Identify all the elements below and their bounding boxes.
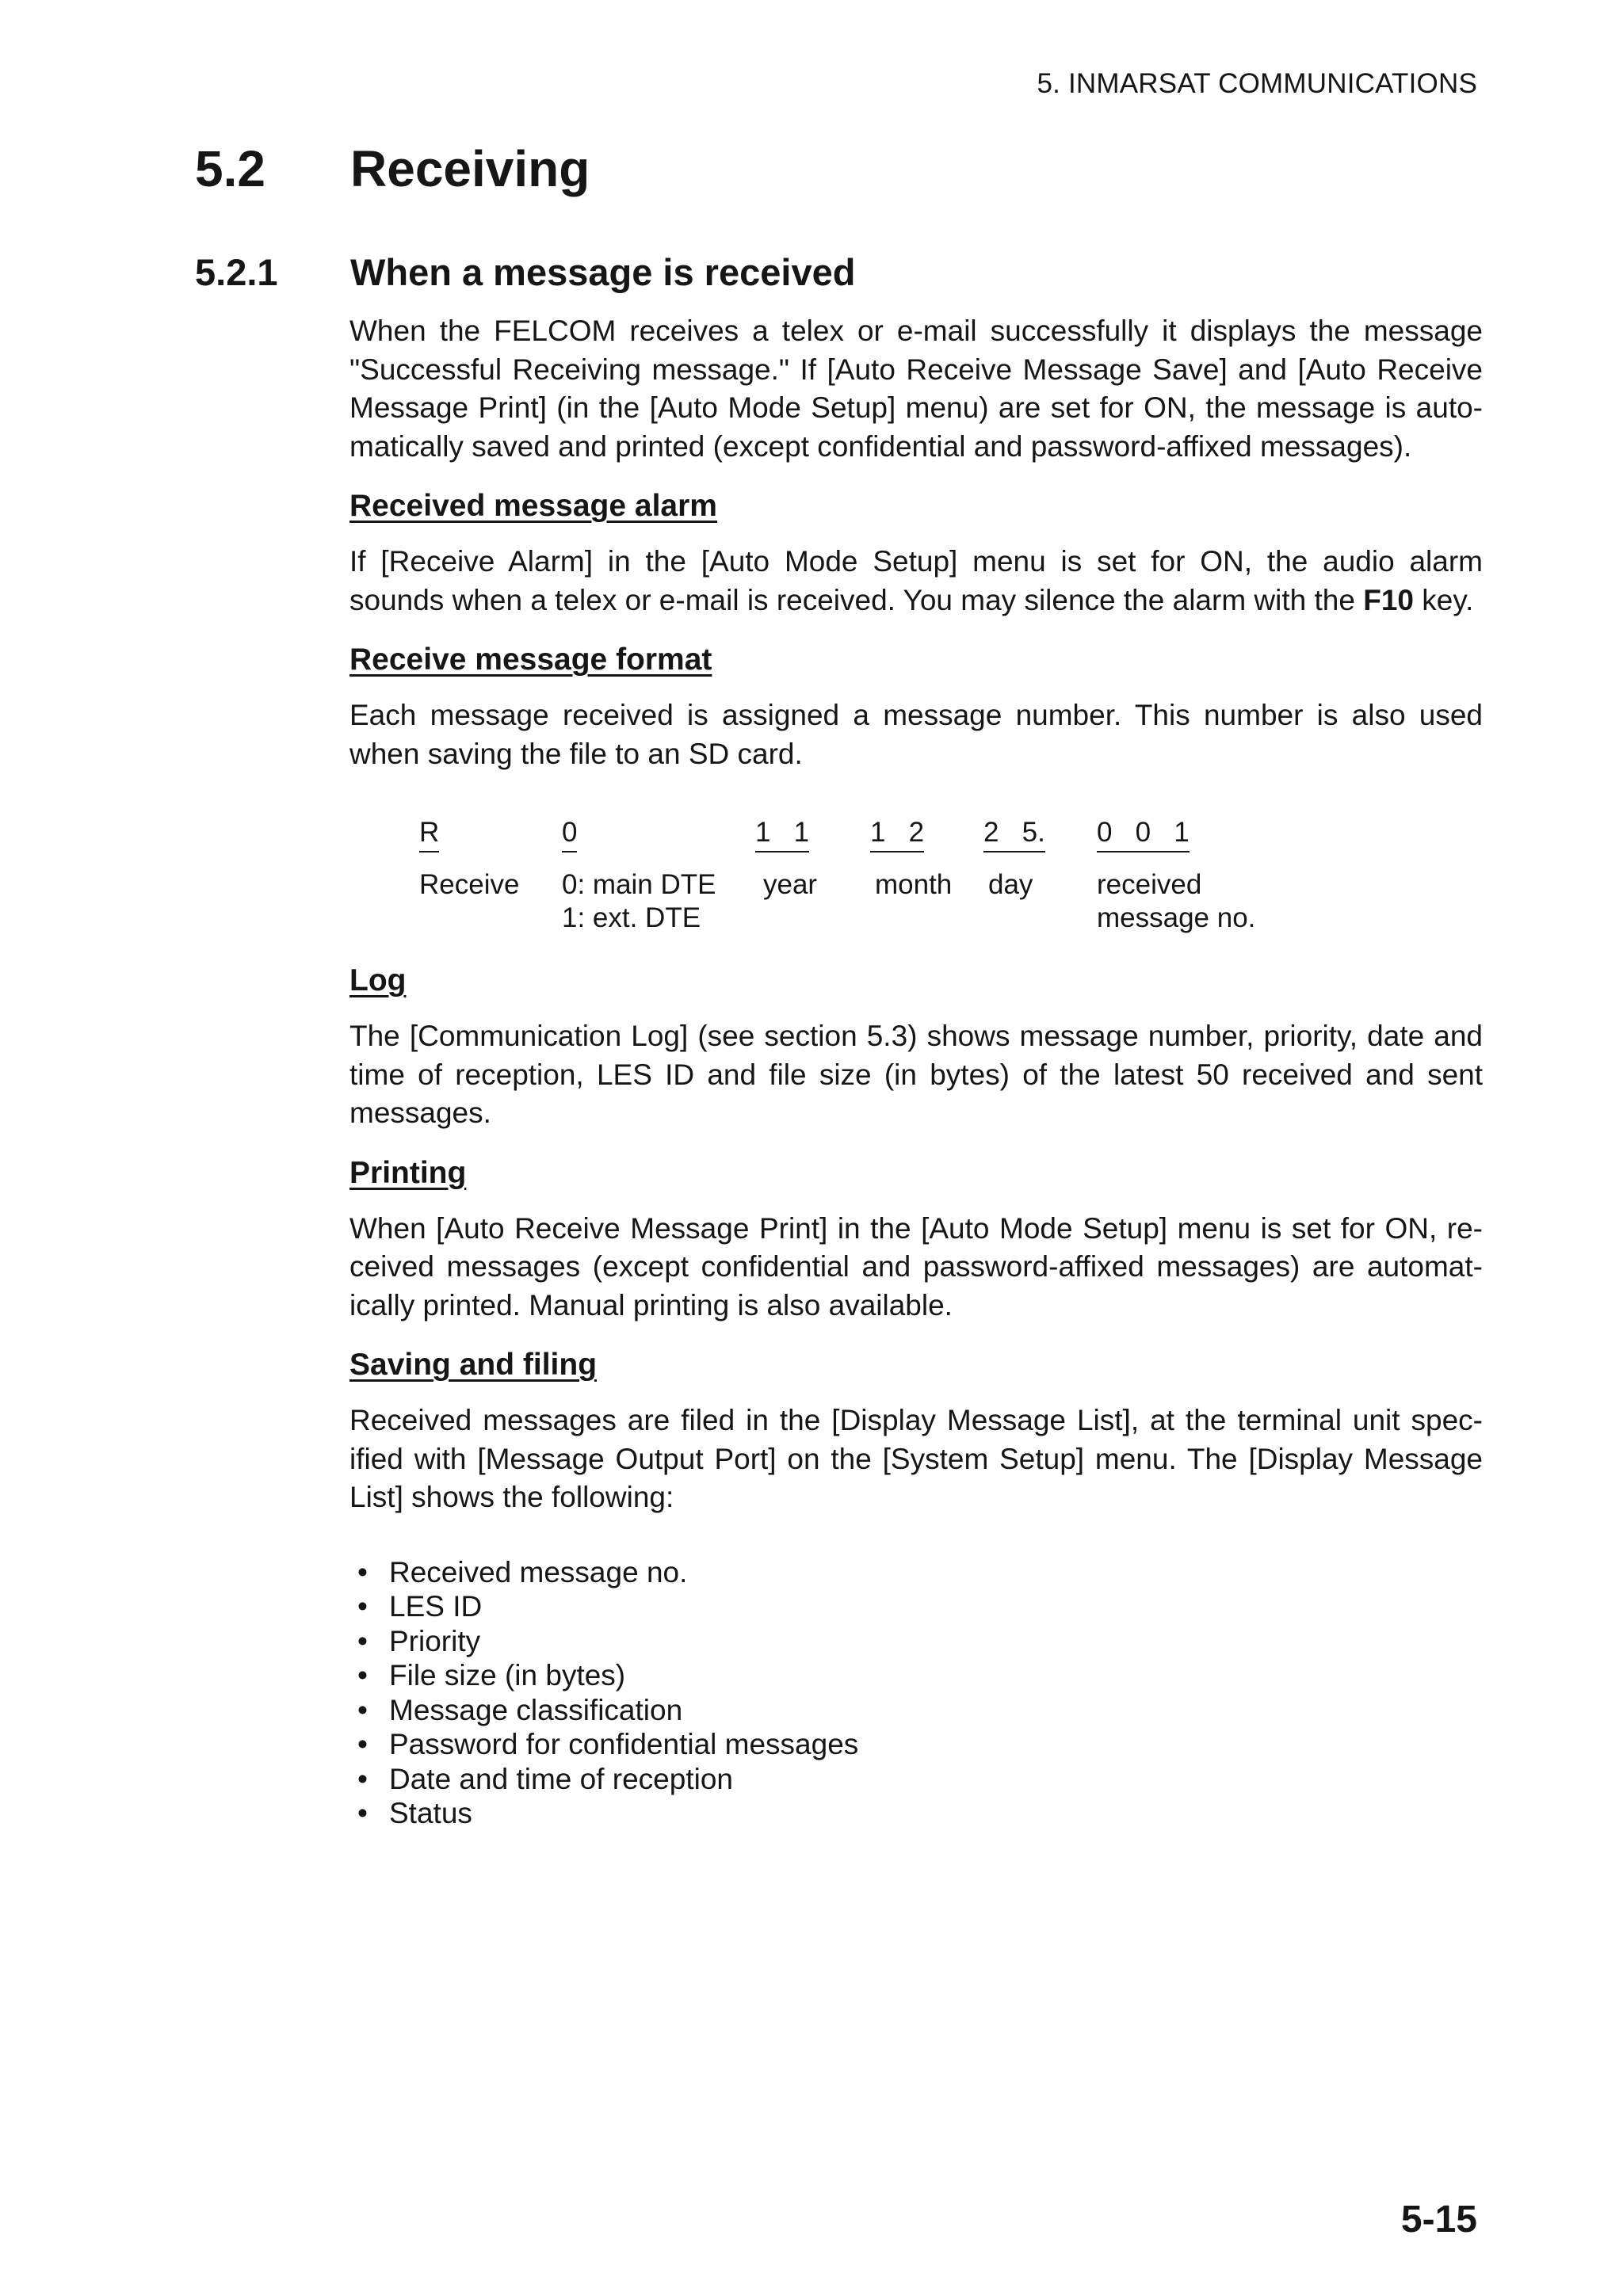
list-item: • File size (in bytes) <box>357 1659 626 1691</box>
alarm-heading: Received message alarm <box>349 489 717 523</box>
format-label-main-dte: 0: main DTE <box>562 869 716 900</box>
printing-paragraph: When [Auto Receive Message Print] in the [Auto Mode Setup] menu is set for ON, re-ceived messages (except confidential and password-affixed messages) are automat-ically printed. Manual printing is also available. <box>349 1211 1483 1322</box>
list-item: • Received message no. <box>357 1555 688 1589</box>
page-number: 5-15 <box>1400 2199 1477 2241</box>
saving-paragraph: Received messages are filed in the [Display Message List], at the terminal unit spec-ified with [Message Output Port] on the [System Setup] menu. The [Display Message List] shows the following: <box>349 1404 1483 1513</box>
saving-heading: Saving and filing <box>349 1348 598 1382</box>
format-heading: Receive message format <box>349 643 712 677</box>
format-code-message-no: 0 0 1 <box>1097 816 1190 852</box>
list-item: • Priority <box>357 1624 481 1657</box>
format-code-year: 1 1 <box>755 816 809 852</box>
list-item: • LES ID <box>357 1590 483 1623</box>
body-content <box>349 312 1483 1831</box>
running-header: 5. INMARSAT COMMUNICATIONS <box>1037 68 1477 99</box>
format-label-day: day <box>988 869 1033 900</box>
display-message-list-items <box>349 1555 1483 1831</box>
bullet-icon: • <box>357 1555 368 1589</box>
list-item: • Message classification <box>357 1693 683 1726</box>
subsection-number: 5.2.1 <box>195 251 278 293</box>
format-code-receive: R <box>419 816 439 852</box>
alarm-paragraph: If [Receive Alarm] in the [Auto Mode Setup] menu is set for ON, the audio alarm sounds when a telex or e-mail is received. You may silence the alarm with the F10 key. <box>349 545 1483 616</box>
list-item: • Status <box>357 1797 472 1829</box>
bullet-icon: • <box>357 1659 368 1691</box>
bullet-icon: • <box>357 1590 368 1623</box>
bullet-icon: • <box>357 1728 368 1760</box>
format-label-year: year <box>763 869 818 900</box>
bullet-icon: • <box>357 1762 368 1795</box>
section-number: 5.2 <box>195 140 265 197</box>
format-code-month: 1 2 <box>870 816 924 852</box>
section-title-text: Receiving <box>350 140 590 197</box>
bullet-icon: • <box>357 1797 368 1829</box>
printing-heading: Printing <box>349 1155 467 1190</box>
format-label-ext-dte: 1: ext. DTE <box>562 902 701 933</box>
format-label-received: received <box>1097 869 1202 900</box>
format-code-dte: 0 <box>562 816 577 852</box>
subsection-title-text: When a message is received <box>350 251 856 293</box>
f10-key: F10 <box>1363 583 1414 616</box>
format-label-message-no: message no. <box>1097 902 1256 933</box>
section-title <box>195 139 590 198</box>
format-paragraph: Each message received is assigned a message number. This number is also used when saving the file to an SD card. <box>349 699 1483 770</box>
list-item: • Date and time of reception <box>357 1762 733 1795</box>
intro-paragraph: When the FELCOM receives a telex or e-mail successfully it displays the message "Successful Receiving message." If [Auto Receive Message Save] and [Auto Receive Message Print] (in the [Auto Mode Setup] menu) are set for ON, the message is auto-matically saved and printed (except confidential and password-affixed messages). <box>349 315 1483 463</box>
format-label-receive: Receive <box>419 869 520 900</box>
list-item: • Password for confidential messages <box>357 1728 859 1760</box>
log-paragraph: The [Communication Log] (see section 5.3) shows message number, priority, date and time of reception, LES ID and file size (in bytes) of the latest 50 received and sent messages. <box>349 1020 1483 1129</box>
subsection-title <box>195 250 855 294</box>
log-heading: Log <box>349 963 407 997</box>
bullet-icon: • <box>357 1693 368 1726</box>
bullet-icon: • <box>357 1624 368 1657</box>
format-code-day: 2 5. <box>983 816 1045 852</box>
format-label-month: month <box>875 869 953 900</box>
message-number-format-diagram <box>349 811 1483 962</box>
